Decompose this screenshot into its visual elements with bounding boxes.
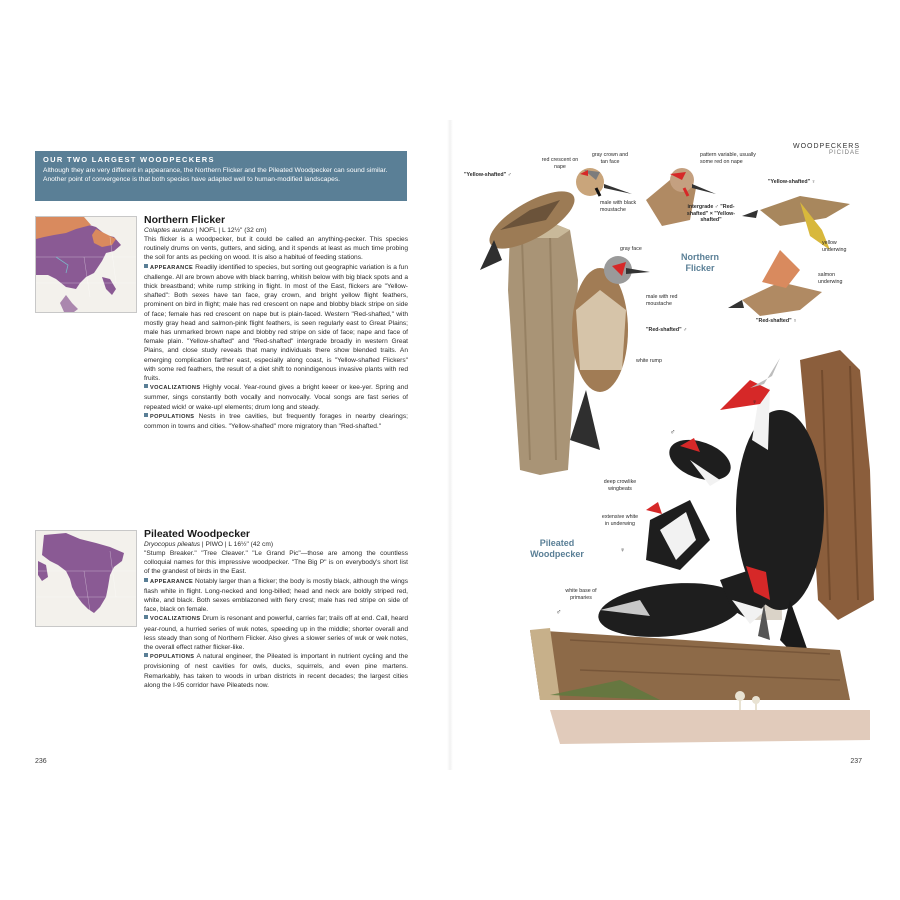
flicker-name: Northern Flicker: [144, 214, 226, 226]
anno-gray-crown: gray crown and tan face: [591, 152, 629, 165]
pileated-name: Pileated Woodpecker: [144, 528, 251, 540]
anno-white-base: white base of primaries: [565, 588, 597, 601]
anno-intergrade: intergrade ♂ "Red-shafted" × "Yellow-shafted": [686, 204, 736, 223]
vocalizations-label: VOCALIZATIONS: [150, 616, 201, 623]
populations-text: Nests in tree cavities, but frequently forages in nearby clearings; common in towns and cities. "Yellow-shafted" more migratory than "Red-shafted.": [144, 412, 408, 431]
anno-yellow-shafted-male: "Yellow-shafted" ♂: [464, 172, 512, 178]
bullet-square-icon: [144, 384, 148, 388]
appearance-text: Readily identified to species, but sorting out geographic variation is a fun challenge. All are brown above with black barring, whitish below with big black spots and a thick breastband; white rump striking in flight. In most of the East, flickers are "Yellow-shafted": Both sexes have tan face, gray crown, and bright yellow flight feathers, prominent on bird in flight; male has red crescent on nape and blobby black stripe on side of face; female has red crescent on nape but is plain-faced. Western "Red-shafted," with mostly gray head and salmon-pink flight feathers, is seen regularly east to Great Plains; male has unmarked brown nape and blobby red stripe on side of face; nape and face of female plain. "Yellow-shafted" and "Red-shafted" intergrade broadly in western Great Plains, and close study reveals that many individuals there show blended traits. An emerging complication farther east, especially along coast, is "Yellow-shafted Flickers" with some red feathers, the result of a diet shift to nonindigenous invasive plants with red fruits.: [144, 263, 408, 383]
vocalizations-label: VOCALIZATIONS: [150, 385, 201, 392]
populations-label: POPULATIONS: [150, 413, 195, 420]
bullet-square-icon: [144, 413, 148, 417]
populations-text: A natural engineer, the Pileated is important in nutrient cycling and the provisioning of nest cavities for owls, ducks, squirrels, and even pine martens. Remarkably, has taken to woods in urban districts in recent decades; the largest cities along the I-95 corridor have Pileateds now.: [144, 653, 409, 689]
bullet-square-icon: [144, 653, 148, 657]
banner-title: OUR TWO LARGEST WOODPECKERS: [43, 155, 215, 164]
anno-red-crescent: red crescent on nape: [541, 157, 579, 170]
flicker-intro: This flicker is a woodpecker, but it could be called an anything-pecker. This species routinely drums on vents, gutters, and siding, and it spends at least as much time probing the soil for ants as pecking on wood. It is also a habitué of feeding stations.: [144, 236, 408, 262]
flicker-range-map: [35, 216, 137, 313]
anno-male-black-moustache: male with black moustache: [600, 200, 637, 213]
appearance-text: Notably larger than a flicker; the body is mostly black, although the wings flash white in flight. Long-necked and long-billed; head and neck are boldly striped red, white, and black. Both sexes emblazoned with fiery crest; male has red stripe on side of face, black on female.: [144, 577, 408, 614]
vocalizations-text: Highly vocal. Year-round gives a bright keeer or kee-yer. Spring and summer, sings constantly both vocally and nonvocally. Vocal songs are fast series of repeated wick! or wake-up! elements; drum long and steady.: [144, 384, 408, 411]
page-number-left: 236: [35, 758, 47, 765]
info-banner: [35, 151, 407, 201]
pileated-vocalizations: [144, 614, 408, 652]
anno-pattern-variable: pattern variable, usually some red on nape: [700, 152, 756, 165]
populations-label: POPULATIONS: [150, 654, 195, 661]
running-head-family: WOODPECKERS: [792, 143, 860, 150]
pileated-woodpecker-tag: Pileated Woodpecker: [530, 538, 584, 559]
pileated-scientific: [144, 541, 408, 548]
northern-flicker-tag: Northern Flicker: [681, 252, 719, 273]
pileated-appearance: [144, 577, 408, 615]
bullet-square-icon: [144, 578, 148, 582]
flicker-meta: | NOFL | L 12½" (32 cm): [193, 227, 267, 234]
pileated-female-at-nest-illustration: [664, 429, 736, 488]
red-shafted-female-flying-illustration: [728, 250, 822, 316]
anno-female-symbol-2: ♀: [620, 547, 626, 554]
anno-red-shafted-female: "Red-shafted" ♀: [756, 318, 798, 324]
flicker-sci-name: Colaptes auratus: [144, 227, 194, 234]
appearance-label: APPEARANCE: [150, 264, 194, 271]
pileated-populations: [144, 652, 408, 690]
flicker-vocalizations: [144, 383, 408, 412]
anno-deep-crowlike: deep crowlike wingbeats: [603, 479, 637, 492]
pileated-range-map: [35, 530, 137, 627]
anno-extensive-white: extensive white in underwing: [601, 514, 639, 527]
anno-gray-face: gray face: [620, 246, 642, 252]
pileated-meta: | PIWO | L 16½" (42 cm): [200, 541, 274, 548]
flicker-scientific: [144, 227, 408, 234]
woodpecker-plate-illustration: [450, 140, 900, 760]
anno-female-symbol-1: ♀: [752, 399, 758, 406]
flicker-appearance: [144, 263, 408, 384]
pileated-female-flying-illustration: [646, 500, 710, 570]
page-number-right: 237: [850, 758, 862, 765]
anno-salmon-underwing: salmon underwing: [818, 272, 843, 285]
anno-white-rump: white rump: [636, 358, 662, 364]
anno-yellow-shafted-female: "Yellow-shafted" ♀: [768, 179, 816, 185]
anno-male-symbol-1: ♂: [670, 429, 676, 436]
flicker-populations: [144, 412, 408, 431]
bullet-square-icon: [144, 264, 148, 268]
pileated-male-on-log-illustration: [596, 566, 770, 643]
pileated-entry: [144, 528, 408, 690]
flicker-entry: [144, 214, 408, 431]
anno-male-red-moustache: male with red moustache: [646, 294, 678, 307]
pileated-sci-name: Dryocopus pileatus: [144, 541, 201, 548]
anno-male-symbol-2: ♂: [556, 609, 562, 616]
bullet-square-icon: [144, 615, 148, 619]
right-page: [450, 0, 900, 900]
vocalizations-text: Drum is resonant and powerful, carries far; trails off at end. Call, heard year-round, a hurried series of wuk notes, speeding up in the middle; shorter overall and less steady than song of Northern Flicker. Also gives a slower series of wuk or wek notes, the overall effect rather flicker-like.: [144, 615, 408, 652]
banner-text: Although they are very different in appearance, the Northern Flicker and the Pileated Woodpecker can sound similar. Another point of convergence is that both species have adapted well to human-modified landscapes.: [43, 167, 388, 183]
red-shafted-flicker-illustration: [570, 256, 650, 450]
anno-yellow-underwing: yellow underwing: [822, 240, 847, 253]
running-head-latin: PICIDAE: [828, 150, 860, 156]
appearance-label: APPEARANCE: [150, 578, 194, 585]
anno-red-shafted-male: "Red-shafted" ♂: [646, 327, 688, 333]
pileated-intro: "Stump Breaker." "Tree Cleaver." "Le Grand Pic"—those are among the countless colloquial names for this impressive woodpecker. "The Big P" is on everybody's short list of the grandest of birds in the East.: [144, 550, 408, 576]
